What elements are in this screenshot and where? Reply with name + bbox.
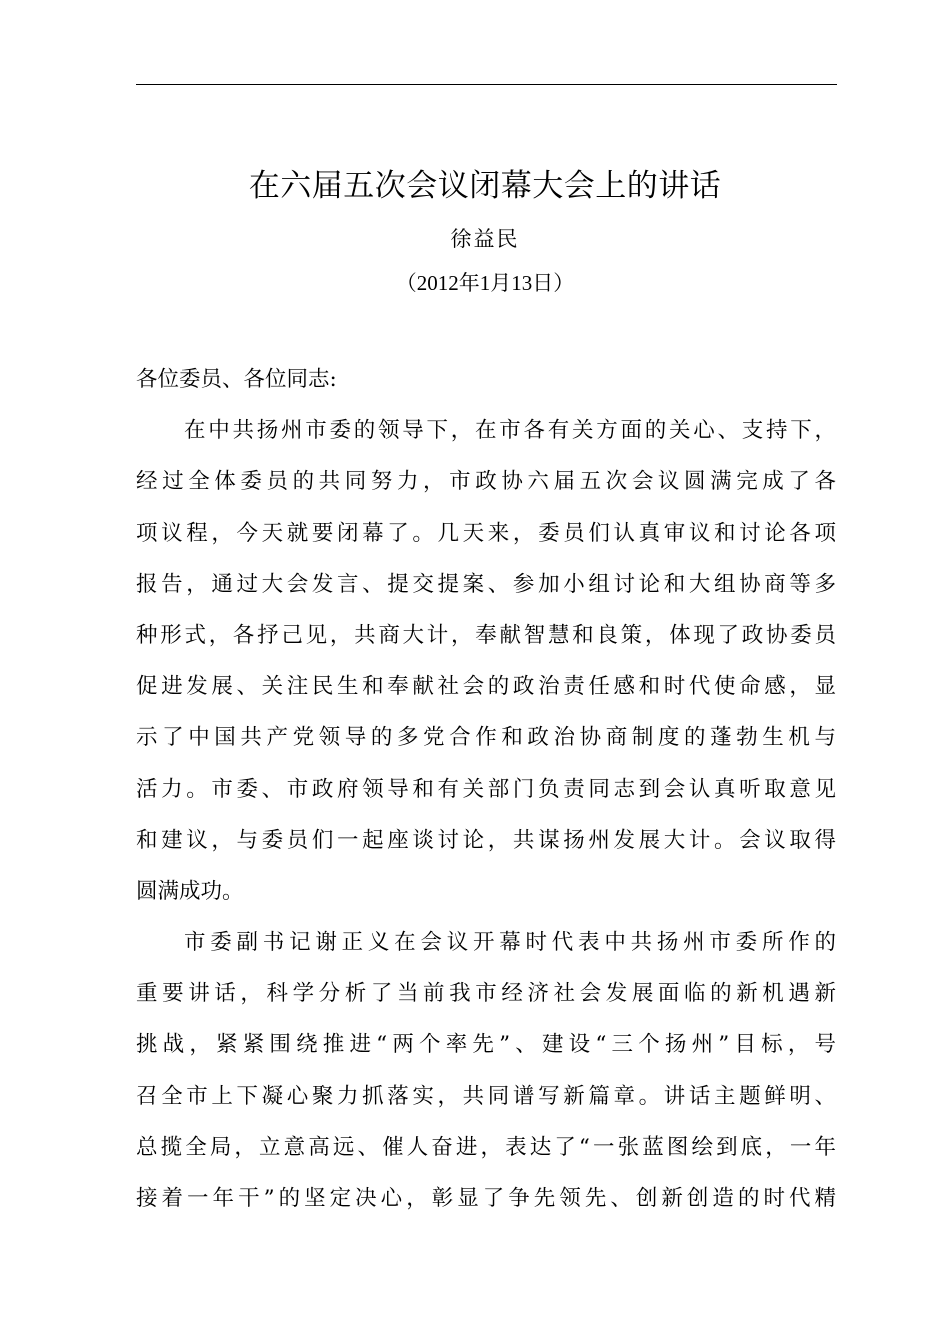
paragraph-line: 总揽全局，立意高远、催人奋进，表达了“一张蓝图绘到底，一年 bbox=[136, 1134, 836, 1160]
paragraph-line: 种形式，各抒己见，共商大计，奉献智慧和良策，体现了政协委员 bbox=[136, 622, 836, 648]
paragraph-line: 挑战，紧紧围绕推进“两个率先”、建设“三个扬州”目标，号 bbox=[136, 1032, 836, 1058]
paragraph-line: 在中共扬州市委的领导下，在市各有关方面的关心、支持下， bbox=[184, 418, 836, 444]
document-title: 在六届五次会议闭幕大会上的讲话 bbox=[248, 168, 722, 204]
paragraph-line: 圆满成功。 bbox=[136, 878, 244, 904]
paragraph-line: 活力。市委、市政府领导和有关部门负责同志到会认真听取意见 bbox=[136, 776, 836, 802]
salutation bbox=[136, 354, 836, 405]
paragraph-line: 和建议，与委员们一起座谈讨论，共谋扬州发展大计。会议取得 bbox=[136, 827, 836, 853]
paragraph-line: 经过全体委员的共同努力，市政协六届五次会议圆满完成了各 bbox=[136, 469, 836, 495]
document-body bbox=[136, 354, 836, 1224]
document-author: 徐益民 bbox=[450, 227, 520, 251]
paragraph-line: 报告，通过大会发言、提交提案、参加小组讨论和大组协商等多 bbox=[136, 571, 836, 597]
paragraph-line: 示了中国共产党领导的多党合作和政治协商制度的蓬勃生机与 bbox=[136, 725, 836, 751]
paragraph-line: 项议程，今天就要闭幕了。几天来，委员们认真审议和讨论各项 bbox=[136, 520, 836, 546]
paragraph-line: 促进发展、关注民生和奉献社会的政治责任感和时代使命感，显 bbox=[136, 674, 836, 700]
paragraph-line: 召全市上下凝心聚力抓落实，共同谱写新篇章。讲话主题鲜明、 bbox=[136, 1083, 836, 1109]
paragraph-2 bbox=[136, 917, 836, 1224]
paragraph-line: 市委副书记谢正义在会议开幕时代表中共扬州市委所作的 bbox=[184, 930, 836, 956]
paragraph-1 bbox=[136, 405, 836, 917]
paragraph-line: 重要讲话，科学分析了当前我市经济社会发展面临的新机遇新 bbox=[136, 981, 836, 1007]
salutation-line: 各位委员、各位同志: bbox=[136, 367, 337, 392]
document-date: （2012年1月13日） bbox=[395, 271, 575, 295]
header-rule bbox=[136, 84, 837, 85]
paragraph-line: 接着一年干”的坚定决心，彰显了争先领先、创新创造的时代精 bbox=[136, 1186, 836, 1211]
